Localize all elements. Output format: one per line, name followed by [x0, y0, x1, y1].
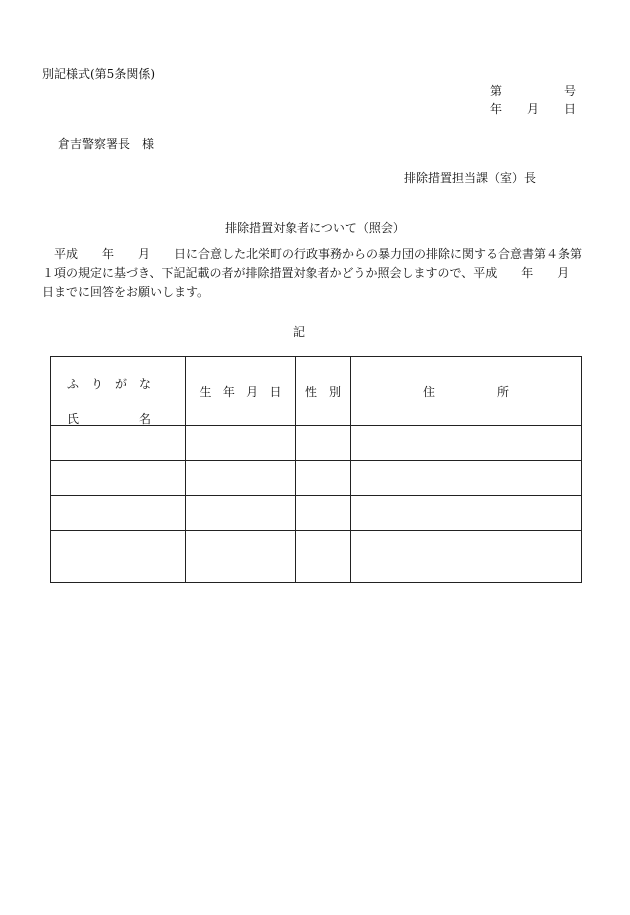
date-month-label: 月	[526, 102, 539, 116]
table-row	[51, 531, 582, 583]
addressee: 倉吉警察署長 様	[58, 137, 155, 151]
document-date-line	[490, 102, 576, 116]
dob-label: 生 年 月 日	[199, 384, 282, 399]
address-label: 住 所	[423, 384, 509, 399]
number-suffix: 号	[563, 84, 576, 98]
sex-cell[interactable]	[296, 426, 351, 461]
header-dob-cell	[186, 357, 296, 426]
document-title: 排除措置対象者について（照会）	[225, 221, 405, 235]
table-row	[51, 426, 582, 461]
table-row	[51, 496, 582, 531]
dob-cell[interactable]	[186, 461, 296, 496]
header-address-cell	[351, 357, 582, 426]
sender: 排除措置担当課（室）長	[404, 171, 537, 185]
header-sex-cell	[296, 357, 351, 426]
form-label: 別記様式(第5条関係)	[42, 67, 155, 81]
sex-cell[interactable]	[296, 496, 351, 531]
dob-cell[interactable]	[186, 496, 296, 531]
ki-heading: 記	[292, 325, 305, 339]
address-cell[interactable]	[351, 461, 582, 496]
furigana-label: ふ り が な	[67, 377, 151, 391]
dob-cell[interactable]	[186, 531, 296, 583]
document-number-line	[490, 84, 576, 98]
table-row	[51, 461, 582, 496]
target-persons-table	[50, 356, 582, 583]
sex-label: 性 別	[305, 384, 341, 399]
dob-cell[interactable]	[186, 426, 296, 461]
sex-cell[interactable]	[296, 531, 351, 583]
address-cell[interactable]	[351, 426, 582, 461]
body-paragraph: 平成 年 月 日に合意した北栄町の行政事務からの暴力団の排除に関する合意書第４条第１項の規定に基づき、下記記載の者が排除措置対象者かどうか照会しますので、平成 年 月 日までに回答をお願いします。	[42, 247, 594, 299]
name-cell[interactable]	[51, 461, 186, 496]
table-header-row	[51, 357, 582, 426]
date-year-label: 年	[490, 102, 503, 116]
name-cell[interactable]	[51, 496, 186, 531]
number-prefix: 第	[490, 84, 503, 98]
name-cell[interactable]	[51, 426, 186, 461]
address-cell[interactable]	[351, 496, 582, 531]
address-cell[interactable]	[351, 531, 582, 583]
sex-cell[interactable]	[296, 461, 351, 496]
date-day-label: 日	[563, 102, 576, 116]
name-label: 氏 名	[67, 412, 151, 426]
header-name-cell	[51, 357, 186, 426]
name-cell[interactable]	[51, 531, 186, 583]
